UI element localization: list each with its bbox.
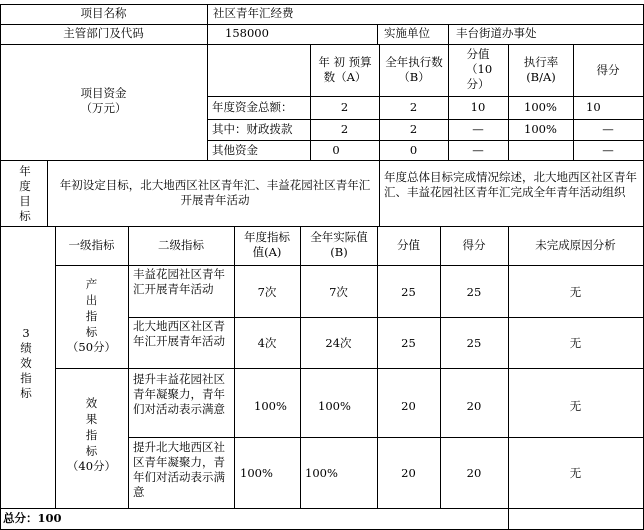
indicator-reason: 无 bbox=[569, 336, 582, 350]
fund-row-score: — bbox=[602, 143, 614, 157]
col-executed: 全年执行数（B） bbox=[385, 55, 443, 84]
indicator-name: 丰益花园社区青年汇开展青年活动 bbox=[133, 267, 225, 296]
goals-label: 年度目标 bbox=[19, 164, 31, 223]
funds-label bbox=[0, 86, 207, 116]
indicator-reason: 无 bbox=[569, 399, 582, 413]
fund-row-score: 10 bbox=[586, 100, 601, 114]
indicator-actual: 24次 bbox=[325, 336, 352, 350]
indicator-actual: 100% bbox=[305, 466, 338, 480]
indicator-score: 20 bbox=[466, 399, 482, 413]
fund-row-score: — bbox=[602, 122, 614, 136]
funds-label-line2: （万元） bbox=[80, 101, 127, 115]
fund-row-rate: 100% bbox=[524, 100, 557, 114]
fund-row-rate: 100% bbox=[524, 122, 557, 136]
header-level2: 二级指标 bbox=[158, 238, 204, 252]
indicator-group-output bbox=[55, 276, 128, 355]
indicator-score-value: 25 bbox=[401, 336, 416, 350]
indicator-score: 20 bbox=[466, 466, 482, 480]
indicator-reason: 无 bbox=[569, 285, 582, 299]
project-name-value: 社区青年汇经费 bbox=[213, 6, 294, 20]
fund-row-initial: 2 bbox=[340, 100, 349, 114]
fund-row-score-value: — bbox=[472, 143, 484, 157]
indicator-name: 提升丰益花园社区青年凝聚力，青年们对活动表示满意 bbox=[133, 372, 225, 416]
total-score: 总分：100 bbox=[3, 511, 62, 525]
fund-row-score-value: — bbox=[472, 122, 484, 136]
fund-row-label: 其中：财政拨款 bbox=[212, 122, 293, 136]
indicator-actual: 100% bbox=[318, 399, 351, 413]
col-rate: 执行率(B/A) bbox=[523, 55, 559, 84]
indicators-section-label: 3绩效指标 bbox=[20, 326, 32, 400]
fund-row-executed: 2 bbox=[409, 100, 418, 114]
project-name-label: 项目名称 bbox=[80, 6, 127, 20]
funds-label-line1: 项目资金 bbox=[80, 86, 127, 100]
fund-row-initial: 0 bbox=[332, 143, 340, 157]
fund-row-label: 其他资金 bbox=[212, 143, 258, 157]
fund-row-score-value: 10 bbox=[470, 100, 486, 114]
header-score: 得分 bbox=[462, 238, 486, 252]
indicator-name: 北大地西区社区青年汇开展青年活动 bbox=[133, 319, 225, 348]
fund-row-initial: 2 bbox=[340, 122, 349, 136]
indicator-group-effect bbox=[55, 395, 128, 474]
fund-row-label: 年度资金总额： bbox=[212, 100, 293, 114]
indicator-score-value: 20 bbox=[401, 466, 416, 480]
indicator-actual: 7次 bbox=[329, 285, 348, 299]
header-reason: 未完成原因分析 bbox=[535, 238, 616, 252]
indicator-target: 100% bbox=[254, 399, 287, 413]
dept-code: 158000 bbox=[225, 26, 269, 40]
indicator-group-points: （40分） bbox=[66, 459, 117, 473]
header-level1: 一级指标 bbox=[68, 238, 115, 252]
indicator-score: 25 bbox=[466, 285, 482, 299]
indicator-group-name: 产出指标 bbox=[85, 277, 98, 339]
dept-label: 主管部门及代码 bbox=[63, 26, 144, 40]
header-target: 年度指标值(A) bbox=[244, 230, 290, 259]
indicator-reason: 无 bbox=[569, 466, 582, 480]
indicator-score: 25 bbox=[466, 336, 482, 350]
unit-value: 丰台街道办事处 bbox=[456, 26, 537, 40]
indicator-name: 提升北大地西区社区青年凝聚力，青年们对活动表示满意 bbox=[133, 440, 225, 499]
goals-summary-text: 年度总体目标完成情况综述，北大地西区社区青年汇、丰益花园社区青年汇完成全年青年活动组织 bbox=[384, 170, 637, 199]
fund-row-executed: 0 bbox=[409, 143, 418, 157]
indicator-target: 4次 bbox=[257, 336, 277, 350]
header-actual: 全年实际值(B) bbox=[310, 230, 368, 259]
goals-set-text: 年初设定目标，北大地西区社区青年汇、丰益花园社区青年汇开展青年活动 bbox=[59, 178, 371, 207]
indicator-score-value: 25 bbox=[401, 285, 416, 299]
col-score-value: 分值（10分） bbox=[466, 47, 493, 91]
col-score: 得分 bbox=[596, 63, 620, 77]
indicator-target: 100% bbox=[240, 466, 273, 480]
indicator-score-value: 20 bbox=[401, 399, 416, 413]
indicator-group-points: （50分） bbox=[66, 340, 117, 354]
unit-label: 实施单位 bbox=[384, 26, 430, 40]
fund-row-executed: 2 bbox=[409, 122, 418, 136]
indicator-target: 7次 bbox=[257, 285, 277, 299]
col-initial: 年 初 预算数（A） bbox=[318, 55, 372, 84]
indicator-group-name: 效果指标 bbox=[85, 396, 98, 458]
header-score-value: 分值 bbox=[397, 238, 420, 252]
